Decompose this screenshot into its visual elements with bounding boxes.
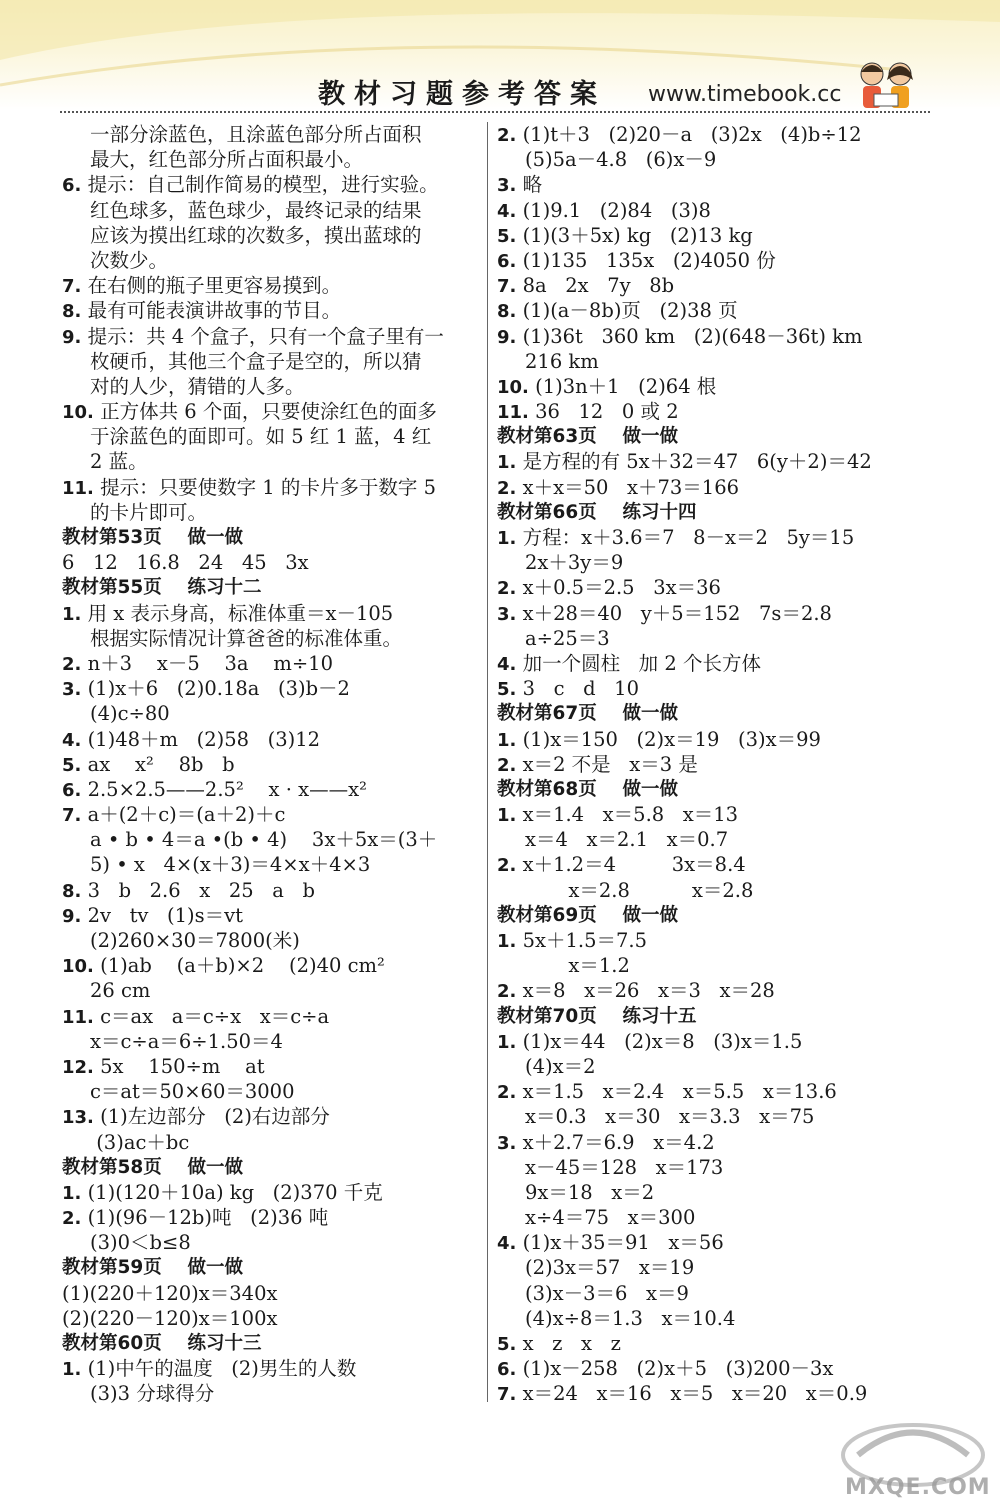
item-number: 10. bbox=[497, 376, 529, 398]
answer-line: (3)0＜b≤8 bbox=[90, 1231, 191, 1255]
answer-item bbox=[497, 752, 937, 777]
answer-text: x＝2 不是 x＝3 是 bbox=[516, 752, 698, 776]
item-number: 1. bbox=[62, 603, 82, 625]
answer-item bbox=[62, 273, 482, 298]
item-number: 9. bbox=[497, 326, 517, 348]
answer-item bbox=[497, 1331, 937, 1356]
answer-text: (1)135 135x (2)4050 份 bbox=[516, 248, 776, 272]
section-heading: 教材第66页 练习十四 bbox=[497, 501, 697, 523]
answer-item bbox=[62, 475, 482, 500]
item-number: 2. bbox=[497, 754, 517, 776]
answer-text: (1)ab (a＋b)×2 (2)40 cm² bbox=[93, 954, 385, 978]
answer-text: (1)(3＋5x) kg (2)13 kg bbox=[516, 223, 753, 247]
answer-line: 26 cm bbox=[90, 979, 151, 1003]
cartoon-children-icon bbox=[852, 58, 922, 114]
answer-item bbox=[62, 1180, 482, 1205]
answer-item bbox=[497, 324, 937, 349]
answer-item bbox=[497, 248, 937, 273]
section-heading: 教材第60页 练习十三 bbox=[62, 1333, 262, 1354]
answer-item bbox=[497, 223, 937, 248]
answer-line: 枚硬币，其他三个盒子是空的，所以猜 bbox=[90, 349, 422, 373]
answer-item bbox=[62, 777, 482, 802]
item-number: 1. bbox=[497, 452, 517, 474]
answer-text: (1)(120＋10a) kg (2)370 千克 bbox=[81, 1180, 383, 1204]
item-number: 7. bbox=[62, 276, 82, 298]
item-number: 2. bbox=[497, 981, 517, 1003]
answer-text: 是方程的有 5x＋32＝47 6(y＋2)＝42 bbox=[516, 450, 872, 474]
answer-item bbox=[62, 676, 482, 701]
answer-item bbox=[497, 1079, 937, 1104]
answer-text: (1)x＝150 (2)x＝19 (3)x＝99 bbox=[516, 727, 821, 751]
answer-line: a • b • 4＝a •(b • 4) 3x＋5x＝(3＋ bbox=[90, 828, 438, 852]
answer-text: 3 c d 10 bbox=[516, 677, 639, 701]
item-number: 8. bbox=[497, 301, 517, 323]
answer-text: (1)中午的温度 (2)男生的人数 bbox=[81, 1357, 357, 1381]
item-number: 6. bbox=[62, 175, 82, 197]
answer-item bbox=[497, 1230, 937, 1255]
item-number: 2. bbox=[497, 477, 517, 499]
answer-line: x＝4 x＝2.1 x＝0.7 bbox=[525, 828, 729, 852]
answer-item bbox=[497, 525, 937, 550]
answer-line: (2)3x＝57 x＝19 bbox=[525, 1256, 695, 1280]
item-number: 5. bbox=[62, 754, 82, 776]
item-number: 6. bbox=[497, 1359, 517, 1381]
answer-item bbox=[497, 172, 937, 197]
item-number: 1. bbox=[497, 1031, 517, 1053]
section-heading: 教材第67页 做一做 bbox=[497, 703, 679, 725]
answer-line: 的卡片即可。 bbox=[90, 500, 208, 524]
answer-line: 于涂蓝色的面即可。如 5 红 1 蓝，4 红 bbox=[90, 425, 432, 449]
item-number: 11. bbox=[497, 402, 529, 424]
answer-line: x＝0.3 x＝30 x＝3.3 x＝75 bbox=[525, 1105, 815, 1129]
answer-line: x＝c÷a＝6÷1.50＝4 bbox=[90, 1029, 283, 1053]
answer-text: (1)9.1 (2)84 (3)8 bbox=[516, 198, 711, 222]
answer-text: (1)(96－12b)吨 (2)36 吨 bbox=[81, 1206, 329, 1230]
answer-line: c＝at＝50×60＝3000 bbox=[90, 1080, 295, 1104]
answer-item bbox=[497, 298, 937, 323]
answer-text: x＝24 x＝16 x＝5 x＝20 x＝0.9 bbox=[516, 1382, 868, 1406]
answer-text: 提示：共 4 个盒子，只有一个盒子里有一 bbox=[81, 324, 444, 348]
right-answer-column bbox=[497, 122, 937, 1407]
header-dotted-rule bbox=[60, 111, 930, 113]
answer-text: 正方体共 6 个面，只要使涂红色的面多 bbox=[93, 400, 437, 424]
item-number: 6. bbox=[497, 250, 517, 272]
item-number: 5. bbox=[497, 225, 517, 247]
answer-text: x＝1.5 x＝2.4 x＝5.5 x＝13.6 bbox=[516, 1080, 837, 1104]
answer-item bbox=[497, 852, 937, 877]
answer-text: 5x＋1.5＝7.5 bbox=[516, 929, 648, 952]
answer-item bbox=[497, 651, 937, 676]
answer-item bbox=[62, 172, 482, 197]
item-number: 2. bbox=[497, 1082, 517, 1104]
answer-item bbox=[497, 475, 937, 500]
answer-item bbox=[62, 298, 482, 323]
item-number: 1. bbox=[497, 931, 517, 952]
answer-item bbox=[497, 273, 937, 298]
answer-text: c＝ax a＝c÷x x＝c÷a bbox=[93, 1004, 330, 1028]
answer-text: (1)x－258 (2)x＋5 (3)200－3x bbox=[516, 1357, 834, 1381]
answer-text: x＋0.5＝2.5 3x＝36 bbox=[516, 576, 721, 600]
answer-text: 8a 2x 7y 8b bbox=[516, 274, 675, 298]
answer-item bbox=[497, 122, 937, 147]
watermark-text: MXQE.COM bbox=[845, 1475, 991, 1500]
answer-line: x－45＝128 x＝173 bbox=[525, 1155, 724, 1179]
item-number: 13. bbox=[62, 1107, 94, 1129]
answer-text: a＋(2＋c)＝(a＋2)＋c bbox=[81, 803, 286, 827]
answer-line: (2)260×30＝7800(米) bbox=[90, 929, 300, 952]
item-number: 3. bbox=[497, 175, 517, 197]
answer-text: (1)(a－8b)页 (2)38 页 bbox=[516, 299, 738, 323]
answer-line: 6 12 16.8 24 45 3x bbox=[62, 551, 309, 575]
answer-line: 应该为摸出红球的次数多，摸出蓝球的 bbox=[90, 223, 422, 247]
answer-item bbox=[497, 928, 937, 953]
item-number: 3. bbox=[497, 1132, 517, 1154]
answer-item bbox=[497, 727, 937, 752]
item-number: 10. bbox=[62, 956, 94, 978]
answer-item bbox=[62, 802, 482, 827]
item-number: 9. bbox=[62, 326, 82, 348]
answer-item bbox=[62, 903, 482, 928]
answer-item bbox=[62, 752, 482, 777]
answer-text: 最有可能表演讲故事的节目。 bbox=[81, 299, 342, 323]
item-number: 8. bbox=[62, 880, 82, 902]
answer-item bbox=[497, 1029, 937, 1054]
answer-text: n＋3 x－5 3a m÷10 bbox=[81, 651, 333, 675]
section-heading: 教材第55页 练习十二 bbox=[62, 577, 262, 599]
answer-item bbox=[62, 324, 482, 349]
item-number: 3. bbox=[62, 679, 82, 701]
item-number: 4. bbox=[497, 200, 517, 222]
answer-item bbox=[497, 1130, 937, 1155]
answer-text: x z x z bbox=[516, 1332, 621, 1355]
item-number: 2. bbox=[62, 1208, 82, 1230]
item-number: 5. bbox=[497, 1334, 517, 1355]
answer-text: 在右侧的瓶子里更容易摸到。 bbox=[81, 274, 342, 298]
answer-text: 3 b 2.6 x 25 a b bbox=[81, 878, 315, 902]
item-number: 7. bbox=[62, 805, 82, 827]
answer-text: (1)3n＋1 (2)64 根 bbox=[528, 374, 717, 398]
item-number: 1. bbox=[497, 528, 517, 549]
answer-line: x＝1.2 bbox=[525, 954, 630, 978]
answer-text: (1)左边部分 (2)右边部分 bbox=[93, 1105, 330, 1129]
answer-item bbox=[497, 198, 937, 223]
item-number: 1. bbox=[62, 1359, 82, 1381]
answer-line: (4)x＝2 bbox=[525, 1054, 596, 1078]
answer-line: 次数少。 bbox=[90, 248, 169, 272]
item-number: 1. bbox=[497, 729, 517, 751]
answer-line: (1)(220＋120)x＝340x bbox=[62, 1281, 278, 1305]
answer-item bbox=[62, 1004, 482, 1029]
item-number: 2. bbox=[497, 125, 517, 146]
answer-item bbox=[497, 575, 937, 600]
answer-line: (3)x－3＝6 x＝9 bbox=[525, 1281, 689, 1305]
section-heading: 教材第58页 做一做 bbox=[62, 1156, 244, 1178]
item-number: 9. bbox=[62, 905, 82, 927]
answer-text: (1)48＋m (2)58 (3)12 bbox=[81, 727, 321, 751]
answer-item bbox=[62, 399, 482, 424]
item-number: 2. bbox=[497, 578, 517, 600]
section-heading: 教材第69页 做一做 bbox=[497, 904, 679, 926]
answer-item bbox=[62, 727, 482, 752]
answer-item bbox=[497, 449, 937, 474]
item-number: 4. bbox=[497, 653, 517, 675]
answer-item bbox=[62, 651, 482, 676]
answer-item bbox=[62, 953, 482, 978]
answer-text: 略 bbox=[516, 173, 543, 197]
answer-line: (3)3 分球得分 bbox=[90, 1382, 215, 1406]
answer-line: (5)5a－4.8 (6)x－9 bbox=[525, 148, 717, 172]
answer-line: 一部分涂蓝色，且涂蓝色部分所占面积 bbox=[90, 123, 422, 146]
item-number: 2. bbox=[497, 855, 517, 877]
answer-line: 根据实际情况计算爸爸的标准体重。 bbox=[90, 626, 403, 650]
item-number: 1. bbox=[62, 1182, 82, 1204]
answer-line: 对的人少，猜错的人多。 bbox=[90, 374, 305, 398]
answer-line: x÷4＝75 x＝300 bbox=[525, 1206, 696, 1230]
item-number: 12. bbox=[62, 1056, 94, 1078]
answer-line: 红色球多，蓝色球少，最终记录的结果 bbox=[90, 198, 422, 222]
answer-line: a÷25＝3 bbox=[525, 626, 610, 650]
answer-text: ax x² 8b b bbox=[81, 752, 235, 776]
page-header-title: 教材习题参考答案 bbox=[318, 79, 606, 110]
item-number: 11. bbox=[62, 1006, 94, 1028]
answer-item bbox=[62, 601, 482, 626]
answer-line: (4)c÷80 bbox=[90, 702, 170, 726]
answer-text: (1)x＋6 (2)0.18a (3)b－2 bbox=[81, 677, 350, 701]
answer-item bbox=[497, 802, 937, 827]
item-number: 4. bbox=[497, 1233, 517, 1255]
header-website-url[interactable]: www.timebook.cc bbox=[648, 82, 842, 107]
answer-line: 9x＝18 x＝2 bbox=[525, 1180, 655, 1204]
answer-line: 216 km bbox=[525, 349, 599, 373]
answer-text: 5x 150÷m at bbox=[93, 1054, 265, 1078]
answer-text: 用 x 表示身高，标准体重＝x－105 bbox=[81, 601, 394, 625]
answer-text: x＋28＝40 y＋5＝152 7s＝2.8 bbox=[516, 601, 832, 625]
answer-text: 提示：只要使数字 1 的卡片多于数字 5 bbox=[93, 475, 436, 499]
answer-item bbox=[497, 1356, 937, 1381]
answer-item bbox=[497, 676, 937, 701]
item-number: 11. bbox=[62, 477, 94, 499]
item-number: 6. bbox=[62, 779, 82, 801]
section-heading: 教材第53页 做一做 bbox=[62, 527, 244, 548]
answer-line: (2)(220－120)x＝100x bbox=[62, 1306, 278, 1330]
item-number: 5. bbox=[497, 679, 517, 701]
answer-text: (1)x＝44 (2)x＝8 (3)x＝1.5 bbox=[516, 1029, 803, 1053]
section-heading: 教材第70页 练习十五 bbox=[497, 1005, 697, 1027]
item-number: 7. bbox=[497, 1384, 517, 1406]
answer-item bbox=[497, 1381, 937, 1406]
answer-text: x＋x＝50 x＋73＝166 bbox=[516, 475, 740, 499]
answer-item bbox=[497, 374, 937, 399]
item-number: 8. bbox=[62, 301, 82, 323]
answer-line: x＝2.8 x＝2.8 bbox=[525, 878, 754, 902]
answer-item bbox=[62, 1054, 482, 1079]
item-number: 10. bbox=[62, 402, 94, 424]
answer-text: 方程：x＋3.6＝7 8－x＝2 5y＝15 bbox=[516, 526, 855, 549]
section-heading: 教材第63页 做一做 bbox=[497, 426, 679, 448]
answer-text: 2.5×2.5——2.5² x · x——x² bbox=[81, 777, 367, 801]
answer-text: 2v tv (1)s＝vt bbox=[81, 903, 244, 927]
answer-text: (1)t＋3 (2)20－a (3)2x (4)b÷12 bbox=[516, 123, 862, 146]
answer-item bbox=[62, 1205, 482, 1230]
answer-text: (1)x＋35＝91 x＝56 bbox=[516, 1231, 724, 1255]
answer-line: 2x＋3y＝9 bbox=[525, 551, 624, 575]
answer-text: x＝1.4 x＝5.8 x＝13 bbox=[516, 803, 739, 827]
answer-text: (1)36t 360 km (2)(648－36t) km bbox=[516, 324, 863, 348]
answer-item bbox=[497, 978, 937, 1003]
answer-line: 5) • x 4×(x＋3)＝4×x＋4×3 bbox=[90, 853, 371, 877]
answer-item bbox=[497, 601, 937, 626]
answer-line: (4)x÷8＝1.3 x＝10.4 bbox=[525, 1306, 736, 1330]
column-divider bbox=[487, 122, 488, 1402]
answer-text: x＋1.2＝4 3x＝8.4 bbox=[516, 853, 746, 877]
item-number: 7. bbox=[497, 276, 517, 298]
answer-text: 提示：自己制作简易的模型，进行实验。 bbox=[81, 173, 439, 197]
left-answer-column bbox=[62, 122, 482, 1407]
section-heading: 教材第59页 做一做 bbox=[62, 1257, 244, 1279]
section-heading: 教材第68页 做一做 bbox=[497, 778, 679, 800]
answer-text: x＋2.7＝6.9 x＝4.2 bbox=[516, 1130, 715, 1154]
answer-text: 36 12 0 或 2 bbox=[528, 400, 679, 424]
answer-item bbox=[62, 878, 482, 903]
answer-text: 加一个圆柱 加 2 个长方体 bbox=[516, 651, 761, 675]
answer-text: x＝8 x＝26 x＝3 x＝28 bbox=[516, 979, 775, 1003]
item-number: 4. bbox=[62, 729, 82, 751]
answer-item bbox=[497, 399, 937, 424]
answer-item bbox=[62, 1104, 482, 1129]
answer-line: 最大，红色部分所占面积最小。 bbox=[90, 148, 364, 172]
item-number: 1. bbox=[497, 805, 517, 827]
item-number: 3. bbox=[497, 603, 517, 625]
answer-item bbox=[62, 1356, 482, 1381]
item-number: 2. bbox=[62, 653, 82, 675]
answer-line: 2 蓝。 bbox=[90, 450, 148, 474]
answer-line: (3)ac＋bc bbox=[90, 1130, 190, 1154]
